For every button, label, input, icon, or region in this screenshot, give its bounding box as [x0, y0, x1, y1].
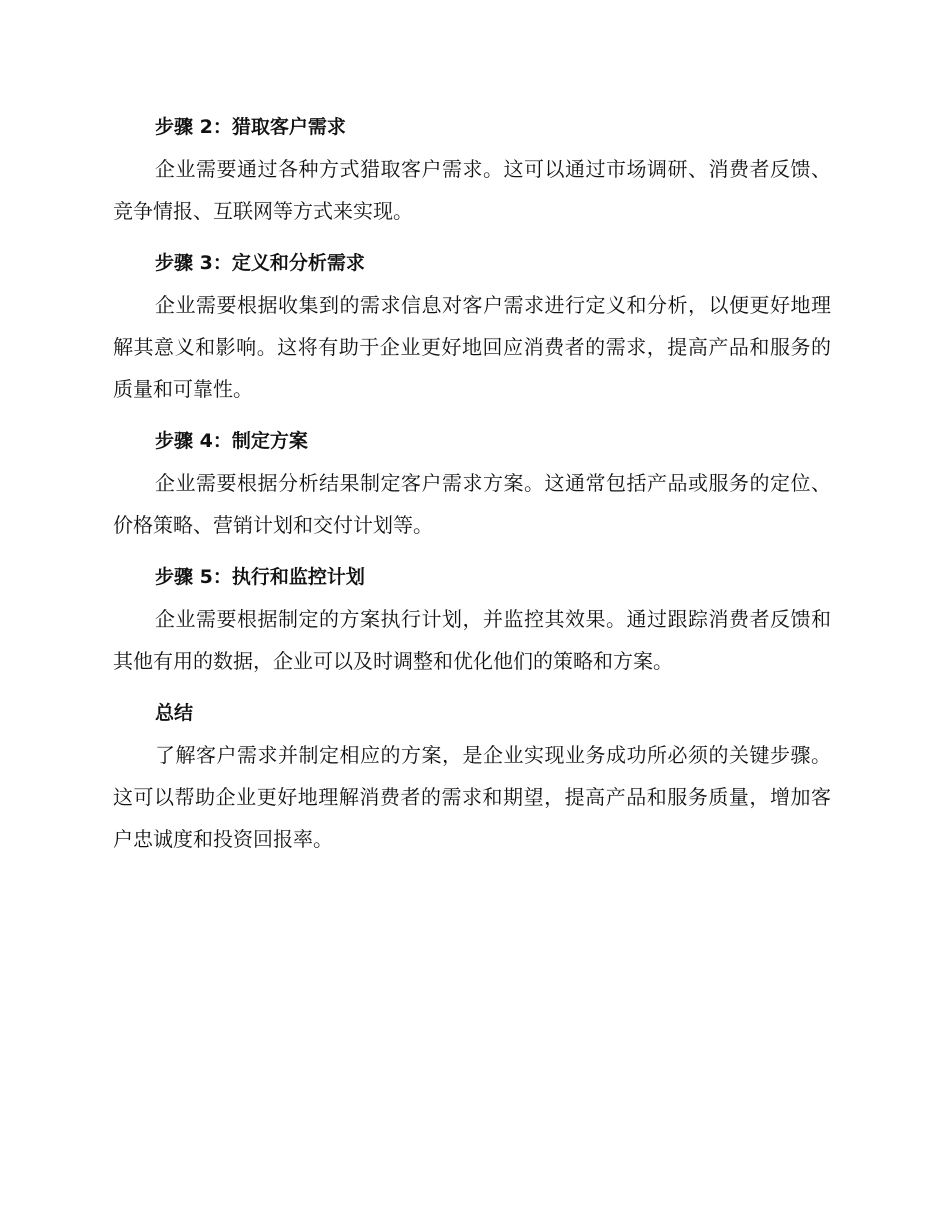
step-4-paragraph: 企业需要根据分析结果制定客户需求方案。这通常包括产品或服务的定位、价格策略、营销计划和交付计划等。	[113, 471, 831, 537]
summary-paragraph: 了解客户需求并制定相应的方案，是企业实现业务成功所必须的关键步骤。这可以帮助企业更好地理解消费者的需求和期望，提高产品和服务质量，增加客户忠诚度和投资回报率。	[113, 743, 831, 851]
step-2-heading: 步骤 2：猎取客户需求	[155, 116, 346, 138]
step-4-heading: 步骤 4：制定方案	[155, 430, 308, 452]
step-3-heading: 步骤 3：定义和分析需求	[155, 252, 365, 274]
summary-heading: 总结	[155, 702, 194, 724]
step-5-paragraph: 企业需要根据制定的方案执行计划，并监控其效果。通过跟踪消费者反馈和其他有用的数据，企业可以及时调整和优化他们的策略和方案。	[113, 607, 831, 673]
document-page	[113, 106, 831, 870]
step-5-heading: 步骤 5：执行和监控计划	[155, 566, 365, 588]
step-3-paragraph: 企业需要根据收集到的需求信息对客户需求进行定义和分析，以便更好地理解其意义和影响。这将有助于企业更好地回应消费者的需求，提高产品和服务的质量和可靠性。	[113, 293, 831, 401]
step-2-paragraph: 企业需要通过各种方式猎取客户需求。这可以通过市场调研、消费者反馈、竞争情报、互联网等方式来实现。	[113, 157, 831, 223]
